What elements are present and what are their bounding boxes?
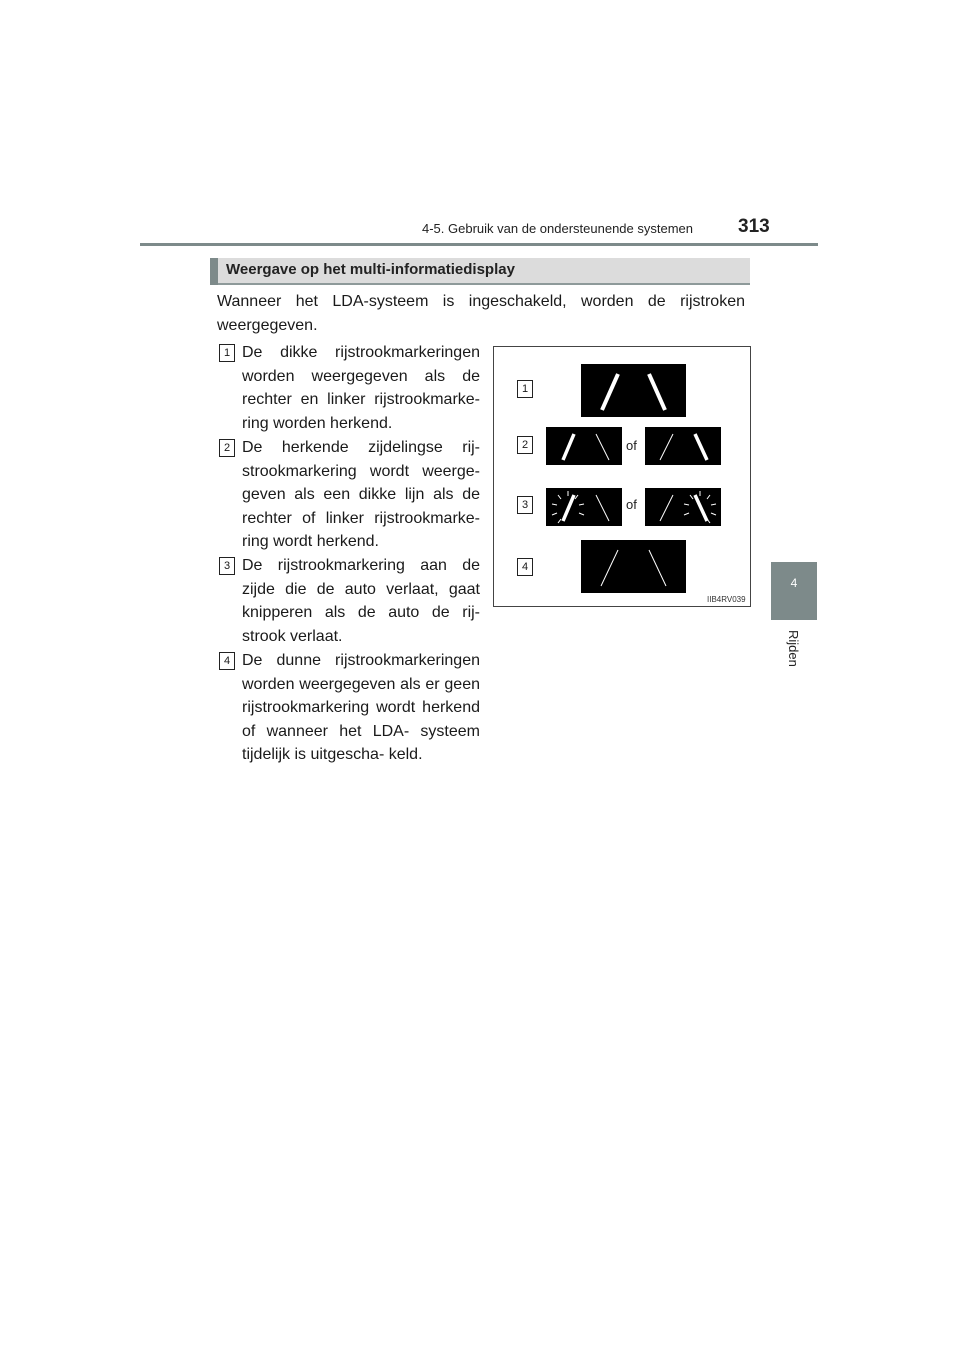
lane-line-left-thick <box>563 434 574 460</box>
display-right-thick-lane <box>645 427 721 465</box>
or-text: of <box>626 438 637 453</box>
item-number: 2 <box>219 439 235 457</box>
item-text: De dunne rijstrookmarkeringen worden weergegeven als er geen rijstrookmarkering wordt herkend of wanneer het LDA- systeem tijdelijk is uitgescha- keld. <box>242 652 480 763</box>
lane-line-right-thin <box>596 434 609 460</box>
intro-paragraph: Wanneer het LDA-systeem is ingeschakeld, worden de rijstroken weergegeven. <box>217 293 745 334</box>
display-both-thin-lanes <box>581 540 686 593</box>
section-heading-accent <box>210 258 218 285</box>
chapter-label: Rijden <box>786 630 801 667</box>
figure-id: IIB4RV039 <box>707 595 746 604</box>
lane-line-left-thin <box>660 495 673 521</box>
running-header-section: 4-5. Gebruik van de ondersteunende systemen <box>422 221 694 236</box>
item-number: 1 <box>219 344 235 362</box>
item-text: De rijstrookmarkering aan de zijde die de auto verlaat, gaat knipperen als de auto de rij- strook verlaat. <box>242 557 480 645</box>
display-left-thick-lane <box>546 427 622 465</box>
lane-display-figure <box>493 346 751 607</box>
chapter-number: 4 <box>790 576 798 590</box>
section-title: Weergave op het multi-informatiedisplay <box>226 261 515 278</box>
item-number: 3 <box>219 557 235 575</box>
lane-line-left-thick <box>602 374 618 410</box>
lane-line-right-thin <box>649 550 666 586</box>
or-text: of <box>626 497 637 512</box>
item-number: 4 <box>219 652 235 670</box>
lane-line-left-thin <box>601 550 618 586</box>
page-number: 313 <box>738 216 770 237</box>
item-text: De dikke rijstrookmarkeringen worden weergegeven als de rechter en linker rijstrookmarke- ring worden herkend. <box>242 344 480 432</box>
display-left-flashing-lane <box>546 488 622 526</box>
lane-line-right-thick <box>649 374 665 410</box>
chapter-tab <box>771 562 817 620</box>
item-text: De herkende zijdelingse rij- strookmarkering wordt weerge- geven als een dikke lijn als de rechter of linker rijstrookmarke- ring wordt herkend. <box>242 439 480 550</box>
display-right-flashing-lane <box>645 488 721 526</box>
figure-label: 1 <box>517 380 533 398</box>
header-rule <box>140 243 818 246</box>
lane-line-right-thick <box>695 495 707 521</box>
figure-label: 3 <box>517 496 533 514</box>
figure-label: 2 <box>517 436 533 454</box>
lane-line-right-thin <box>596 495 609 521</box>
display-both-thick-lanes <box>581 364 686 417</box>
figure-label: 4 <box>517 558 533 576</box>
lane-line-left-thick <box>563 495 574 521</box>
lane-line-left-thin <box>660 434 673 460</box>
lane-line-right-thick <box>695 434 707 460</box>
